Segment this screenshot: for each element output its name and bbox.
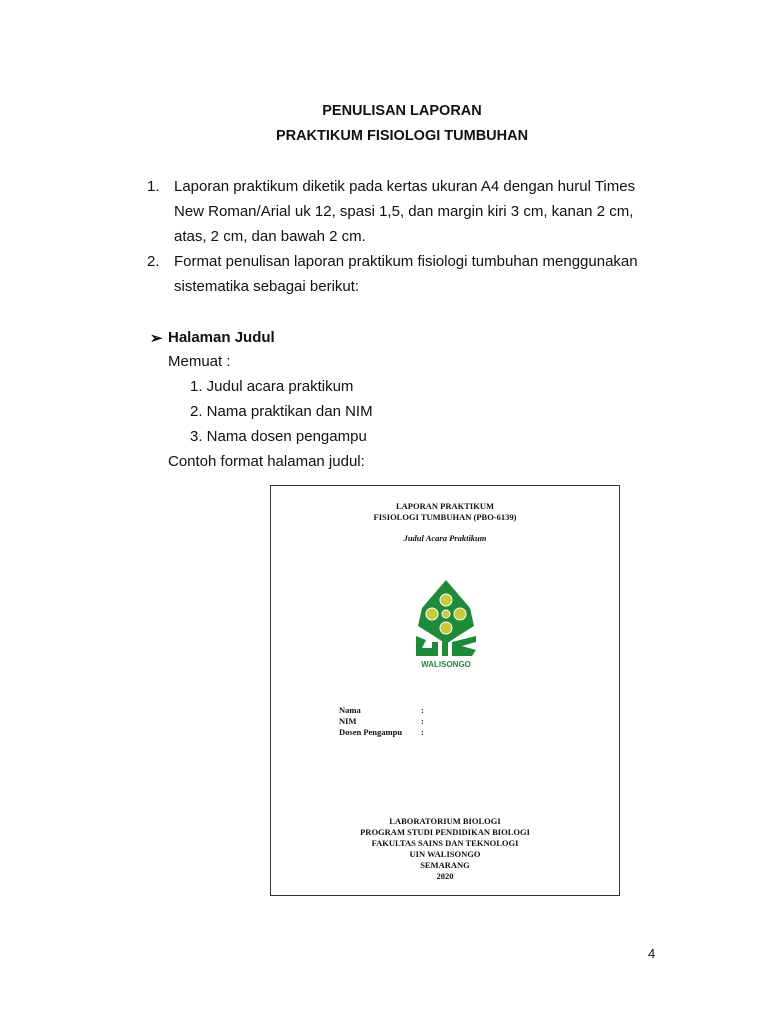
cover-title1: LAPORAN PRAKTIKUM: [396, 501, 494, 511]
cover-footer-line: FAKULTAS SAINS DAN TEKNOLOGI: [371, 838, 519, 848]
cover-footer-line: 2020: [436, 871, 454, 881]
list-item-line: Laporan praktikum diketik pada kertas ukuran A4 dengan hurul Times: [174, 178, 636, 195]
cover-footer-line: SEMARANG: [420, 860, 470, 870]
list-item-line: atas, 2 cm, dan bawah 2 cm.: [174, 228, 366, 245]
arrow-bullet-icon: ➢: [150, 330, 163, 347]
cover-footer-line: LABORATORIUM BIOLOGI: [389, 816, 501, 826]
field-sep: :: [421, 705, 424, 715]
logo-text: WALISONGO: [421, 660, 471, 669]
field-label-nama: Nama: [339, 705, 361, 715]
page-number: 4: [648, 946, 656, 961]
section-item: 1. Judul acara praktikum: [190, 378, 354, 395]
list-item-line: sistematika sebagai berikut:: [174, 278, 360, 295]
list-item-line: New Roman/Arial uk 12, spasi 1,5, dan margin kiri 3 cm, kanan 2 cm,: [174, 203, 634, 220]
section-item: 3. Nama dosen pengampu: [190, 428, 367, 445]
walisongo-logo: [412, 578, 480, 670]
section-item: 2. Nama praktikan dan NIM: [190, 403, 373, 420]
field-label-nim: NIM: [339, 716, 357, 726]
cover-title2: FISIOLOGI TUMBUHAN (PBO-6139): [373, 512, 517, 522]
doc-title-line2: PRAKTIKUM FISIOLOGI TUMBUHAN: [275, 128, 529, 144]
section-intro: Memuat :: [168, 353, 231, 370]
cover-subtitle: Judul Acara Praktikum: [403, 533, 487, 543]
section-heading: Halaman Judul: [168, 329, 275, 346]
doc-title-line1: PENULISAN LAPORAN: [322, 103, 482, 119]
list-number: 1.: [147, 178, 160, 195]
field-sep: :: [421, 716, 424, 726]
cover-footer-line: PROGRAM STUDI PENDIDIKAN BIOLOGI: [360, 827, 530, 837]
example-label: Contoh format halaman judul:: [168, 453, 365, 470]
field-label-dosen: Dosen Pengampu: [339, 727, 403, 737]
field-sep: :: [421, 727, 424, 737]
cover-page-example: [270, 485, 620, 896]
list-number: 2.: [147, 253, 160, 270]
list-item-line: Format penulisan laporan praktikum fisiologi tumbuhan menggunakan: [174, 253, 638, 270]
cover-footer-line: UIN WALISONGO: [409, 849, 481, 859]
